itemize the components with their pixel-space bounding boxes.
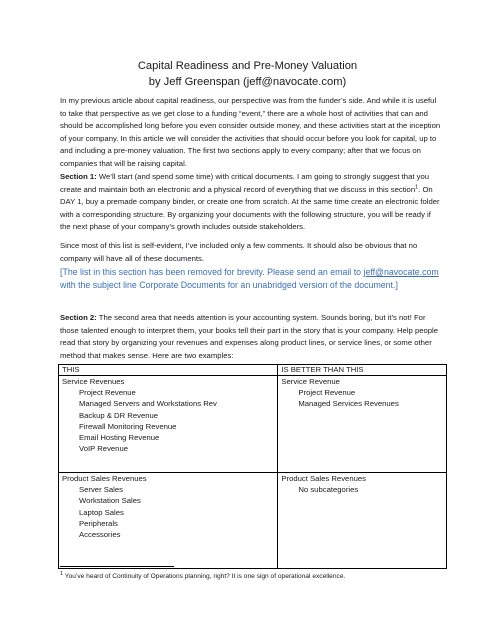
revenue-comparison-table xyxy=(58,364,447,569)
notice-text-after: with the subject line Corporate Documents for an unabridged version of the document.] xyxy=(60,280,398,290)
list-item: Laptop Sales xyxy=(79,507,124,517)
list-item: Project Revenue xyxy=(79,388,136,398)
section-1-paragraph xyxy=(60,171,443,234)
product-right-cell xyxy=(278,473,447,569)
email-link[interactable]: jeff@navocate.com xyxy=(363,267,439,277)
list-item: Backup & DR Revenue xyxy=(79,410,159,420)
author-line: by Jeff Greenspan (jeff@navocate.com) xyxy=(148,76,347,88)
footnote-mark: 1 xyxy=(60,570,64,577)
section-1-text-b: . On DAY 1, buy a premade company binder, or create one from scratch. At the same time create an electronic folder with a corresponding structure. By organizing your documents with the following structure, you will be ready if the next phase of your company’s growth includes outside stakeholders. xyxy=(60,184,440,232)
category-label: Product Sales Revenues xyxy=(281,474,366,483)
list-item: Peripherals xyxy=(79,518,118,528)
category-label: Service Revenue xyxy=(281,377,340,386)
header-better-than-this: IS BETTER THAN THIS xyxy=(278,365,447,376)
list-item: Email Hosting Revenue xyxy=(79,433,160,443)
footnote-separator xyxy=(60,566,174,567)
section-2-text: The second area that needs attention is your accounting system. Sounds boring, but it’s not! For those talented enough to interpret them, your books tell their part in the story that is your company. Help people read that story by organizing your revenues and expenses along product lines, or service lines, or some other method that makes sense. Here are two examples: xyxy=(60,313,439,360)
list-item: Project Revenue xyxy=(298,388,356,398)
intro-paragraph: In my previous article about capital readiness, our perspective was from the funder’s side. And while it is useful to take that perspective as we get close to a funding “event,” there are a whole host of activities that can and should be accomplished long before you even consider outside money, and these activities start at the inception of your company. In this article we will consider the activities that should occur before you look for capital, up to and including a pre-money valuation. The first two sections apply to every company; after that we focus on companies that will be raising capital. xyxy=(60,96,441,168)
category-label: Product Sales Revenues xyxy=(62,474,147,483)
table-row xyxy=(59,473,447,569)
document-title: Capital Readiness and Pre-Money Valuation xyxy=(137,60,358,72)
list-item: Accessories xyxy=(79,530,121,540)
footnote-reference[interactable]: 1 xyxy=(415,184,419,191)
list-item: Firewall Monitoring Revenue xyxy=(79,421,177,431)
footnote xyxy=(60,572,443,581)
table-row xyxy=(59,376,447,473)
service-right-cell xyxy=(278,376,447,473)
removed-list-notice xyxy=(60,266,443,292)
list-item: Managed Servers and Workstations Rev xyxy=(79,399,217,409)
section-1-text-a: We’ll start (and spend some time) with critical documents. I am going to strongly suggest that you create and maintain both an electronic and a physical record of everything that we discuss in this section xyxy=(60,172,430,194)
footnote-text: You’ve heard of Continuity of Operations planning, right? It is one sign of operational excellence. xyxy=(63,573,346,580)
category-label: Service Revenues xyxy=(62,377,125,386)
list-note-paragraph: Since most of this list is self-evident, I’ve included only a few comments. It should also be obvious that no company will have all of these documents. xyxy=(60,241,418,263)
list-item: Managed Services Revenues xyxy=(298,399,399,409)
list-item: VoIP Revenue xyxy=(79,444,129,454)
section-2-label: Section 2: xyxy=(60,313,97,322)
table-header-row xyxy=(59,365,447,376)
section-2-paragraph xyxy=(60,312,443,362)
list-item: Server Sales xyxy=(79,485,124,495)
notice-text-before: [The list in this section has been removed for brevity. Please send an email to xyxy=(60,267,364,277)
list-item: No subcategories xyxy=(298,485,359,495)
product-left-cell xyxy=(59,473,278,569)
section-1-label: Section 1: xyxy=(60,172,97,181)
list-item: Workstation Sales xyxy=(79,496,141,506)
service-left-cell xyxy=(59,376,278,473)
header-this: THIS xyxy=(59,365,278,376)
